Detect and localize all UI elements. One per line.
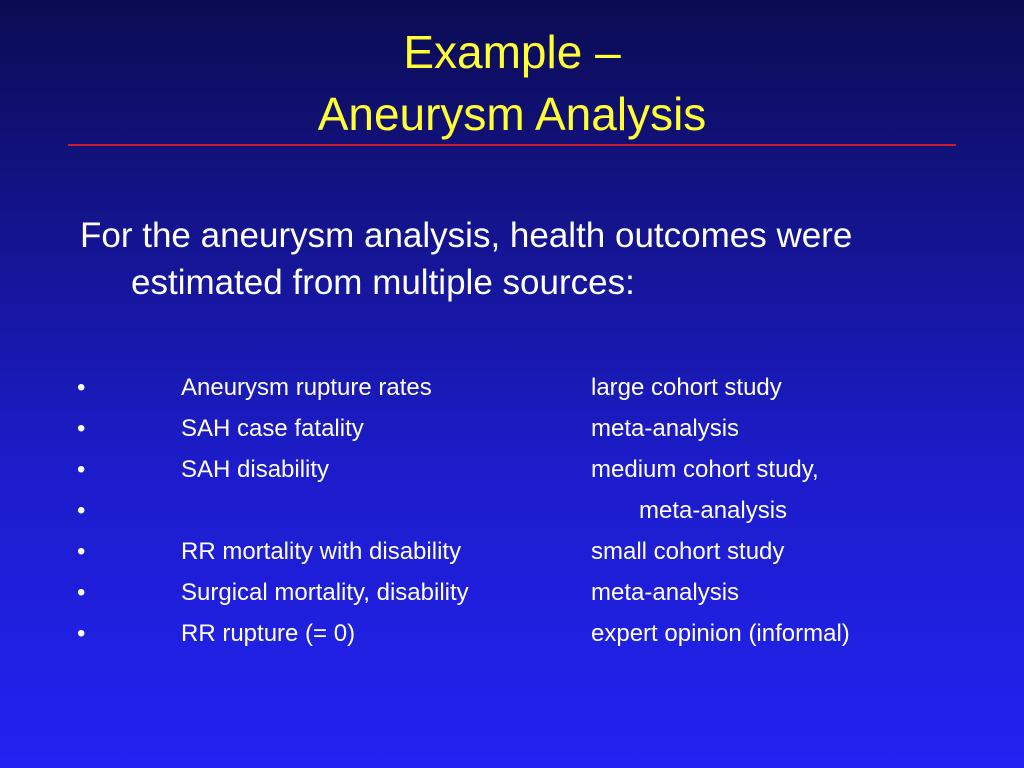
bullet-source-label: large cohort study xyxy=(591,374,782,401)
bullet-row xyxy=(0,412,1024,446)
bullet-source-label: meta-analysis xyxy=(591,415,740,442)
bullet-marker: • xyxy=(77,538,86,565)
bullet-item-label: SAH disability xyxy=(181,456,330,483)
bullet-source-label: expert opinion (informal) xyxy=(591,620,850,647)
intro-text-line-2: estimated from multiple sources: xyxy=(131,263,635,302)
bullet-row xyxy=(0,453,1024,487)
bullet-source-label: medium cohort study, xyxy=(591,456,819,483)
bullet-row xyxy=(0,535,1024,569)
title-divider xyxy=(68,144,956,146)
slide-title-line-1: Example – xyxy=(403,26,621,78)
bullet-source-label: meta-analysis xyxy=(639,497,788,524)
bullet-marker: • xyxy=(77,497,86,524)
bullet-marker: • xyxy=(77,374,86,401)
bullet-marker: • xyxy=(77,579,86,606)
bullet-item-label: RR mortality with disability xyxy=(181,538,462,565)
bullet-item-label: Aneurysm rupture rates xyxy=(181,374,432,401)
bullet-marker: • xyxy=(77,415,86,442)
bullet-row xyxy=(0,371,1024,405)
bullet-row xyxy=(0,494,1024,528)
bullet-item-label: RR rupture (= 0) xyxy=(181,620,356,647)
bullet-marker: • xyxy=(77,456,86,483)
bullet-item-label: Surgical mortality, disability xyxy=(181,579,469,606)
bullet-item-label: SAH case fatality xyxy=(181,415,364,442)
bullet-marker: • xyxy=(77,620,86,647)
bullet-row xyxy=(0,617,1024,651)
bullet-row xyxy=(0,576,1024,610)
bullet-source-label: small cohort study xyxy=(591,538,785,565)
intro-text-line-1: For the aneurysm analysis, health outcomes were xyxy=(80,216,853,255)
slide-title-line-2: Aneurysm Analysis xyxy=(317,88,707,140)
bullet-source-label: meta-analysis xyxy=(591,579,740,606)
